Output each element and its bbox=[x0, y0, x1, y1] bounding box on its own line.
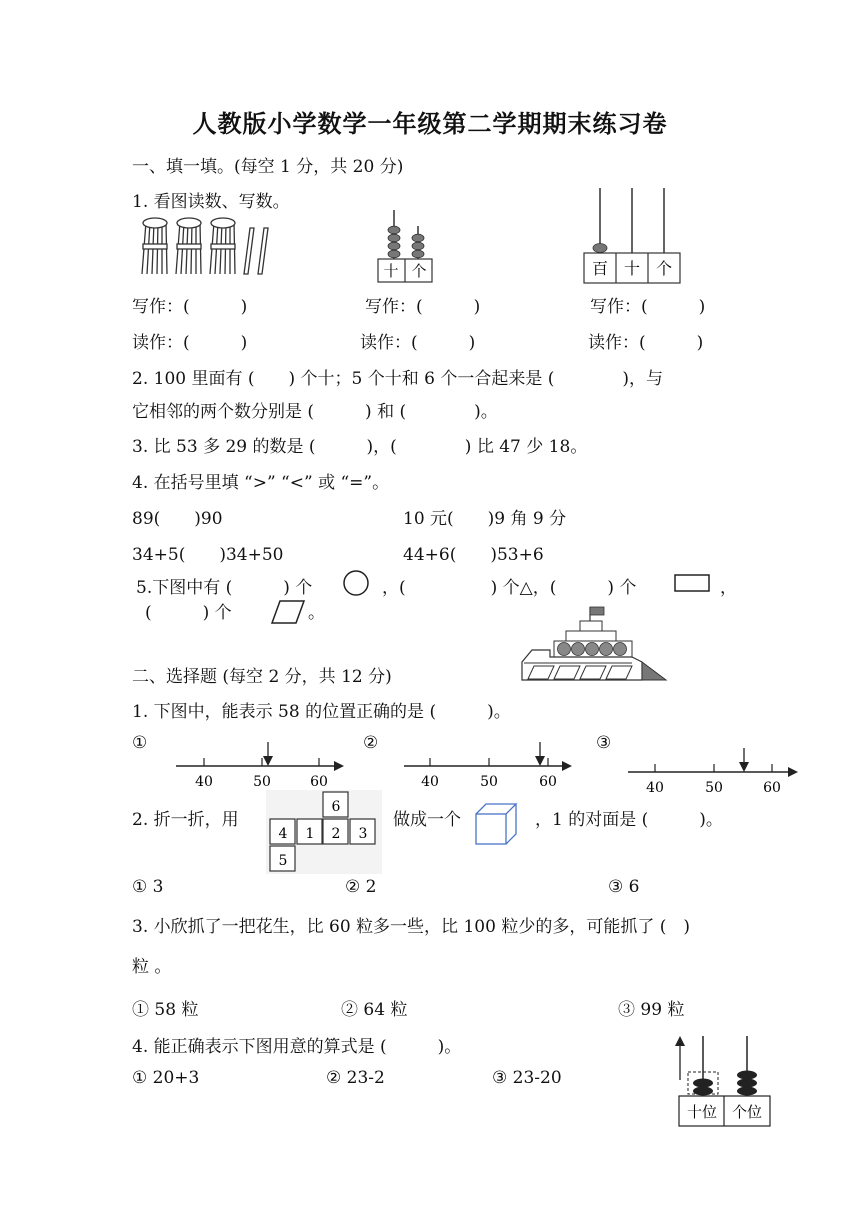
option-marker-3[interactable]: ③ bbox=[596, 733, 612, 753]
q5-part5: 。 bbox=[308, 603, 325, 623]
abacus-label: 十 bbox=[623, 259, 641, 278]
s2-q2-option-1[interactable]: ① 3 bbox=[132, 877, 164, 897]
abacus-label: 个 bbox=[411, 262, 427, 280]
abacus-label: 十 bbox=[383, 262, 399, 280]
svg-text:3: 3 bbox=[358, 826, 368, 842]
svg-text:40: 40 bbox=[195, 774, 213, 790]
option-marker-2[interactable]: ② bbox=[363, 733, 379, 753]
svg-text:50: 50 bbox=[705, 780, 723, 796]
s2-q3-option-3[interactable]: ③ 99 粒 bbox=[618, 1000, 685, 1020]
s2-q4-option-3[interactable]: ③ 23-20 bbox=[492, 1068, 562, 1088]
svg-text:2: 2 bbox=[331, 826, 341, 842]
read-blank-3[interactable]: 读作：( ) bbox=[588, 333, 704, 353]
number-line-option-2 bbox=[402, 742, 582, 792]
rectangle-icon bbox=[674, 574, 714, 594]
s2-q3-line1: 3. 小欣抓了一把花生，比 60 粒多一些，比 100 粒少的多，可能抓了 ( ) bbox=[132, 917, 690, 937]
section1-heading: 一、填一填。(每空 1 分，共 20 分) bbox=[132, 157, 404, 177]
page-title: 人教版小学数学一年级第二学期期末练习卷 bbox=[192, 109, 668, 138]
svg-text:40: 40 bbox=[421, 774, 439, 790]
stick-bundles-image bbox=[140, 214, 280, 280]
single-sticks bbox=[244, 228, 268, 274]
write-blank-3[interactable]: 写作：( ) bbox=[590, 297, 706, 317]
cube-icon bbox=[474, 802, 520, 848]
place-label: 个位 bbox=[731, 1103, 763, 1121]
number-line-option-3 bbox=[626, 748, 806, 798]
s2-q3-line2: 粒 。 bbox=[132, 957, 172, 977]
number-line-option-1 bbox=[174, 742, 354, 792]
q5-part4: ( ) 个 bbox=[145, 603, 232, 623]
place-label: 十位 bbox=[686, 1103, 718, 1121]
section2-heading: 二、选择题 (每空 2 分，共 12 分) bbox=[132, 667, 392, 687]
q4-text: 4. 在括号里填 “>” “<” 或 “=”。 bbox=[132, 473, 390, 493]
cube-net-image bbox=[266, 790, 382, 874]
svg-text:5: 5 bbox=[278, 853, 288, 869]
svg-text:4: 4 bbox=[278, 826, 288, 842]
s2-q2-pre: 2. 折一折，用 bbox=[132, 810, 239, 830]
write-blank-1[interactable]: 写作：( ) bbox=[132, 297, 248, 317]
stick-bundle bbox=[142, 218, 167, 274]
q2-line2: 它相邻的两个数分别是 ( ) 和 ( )。 bbox=[132, 402, 498, 422]
svg-text:60: 60 bbox=[310, 774, 328, 790]
parallelogram-icon bbox=[270, 600, 310, 626]
svg-text:50: 50 bbox=[480, 774, 498, 790]
svg-text:1: 1 bbox=[305, 826, 315, 842]
abacus-label: 个 bbox=[655, 259, 673, 278]
read-blank-1[interactable]: 读作：( ) bbox=[132, 333, 248, 353]
q5-part3: ， bbox=[720, 578, 737, 598]
compare-item-4[interactable]: 44+6( )53+6 bbox=[403, 545, 544, 565]
svg-text:50: 50 bbox=[253, 774, 271, 790]
ship-image bbox=[520, 605, 670, 683]
compare-item-1[interactable]: 89( )90 bbox=[132, 509, 223, 529]
s2-q4-option-2[interactable]: ② 23-2 bbox=[326, 1068, 385, 1088]
s2-q1-text: 1. 下图中，能表示 58 的位置正确的是 ( )。 bbox=[132, 702, 511, 722]
q5-part1: 5.下图中有 ( ) 个 bbox=[136, 578, 313, 598]
abacus-label: 百 bbox=[591, 259, 609, 278]
circle-icon bbox=[343, 570, 371, 598]
abacus-tens-ones-image bbox=[670, 1034, 774, 1130]
read-blank-2[interactable]: 读作：( ) bbox=[360, 333, 476, 353]
s2-q3-option-1[interactable]: ① 58 粒 bbox=[132, 1000, 199, 1020]
abacus-three-rods bbox=[582, 186, 682, 286]
stick-bundle bbox=[210, 218, 235, 274]
svg-text:40: 40 bbox=[646, 780, 664, 796]
s2-q3-option-2[interactable]: ② 64 粒 bbox=[341, 1000, 408, 1020]
q3-text: 3. 比 53 多 29 的数是 ( )，( ) 比 47 少 18。 bbox=[132, 437, 588, 457]
s2-q2-option-2[interactable]: ② 2 bbox=[345, 877, 377, 897]
option-marker-1[interactable]: ① bbox=[132, 733, 148, 753]
compare-item-2[interactable]: 10 元( )9 角 9 分 bbox=[403, 509, 567, 529]
svg-text:60: 60 bbox=[539, 774, 557, 790]
compare-item-3[interactable]: 34+5( )34+50 bbox=[132, 545, 284, 565]
s2-q2-post: ，1 的对面是 ( )。 bbox=[535, 810, 723, 830]
s2-q4-option-1[interactable]: ① 20+3 bbox=[132, 1068, 200, 1088]
svg-text:60: 60 bbox=[763, 780, 781, 796]
q1-text: 1. 看图读数、写数。 bbox=[132, 192, 290, 212]
s2-q2-mid: 做成一个 bbox=[393, 810, 461, 830]
write-blank-2[interactable]: 写作：( ) bbox=[365, 297, 481, 317]
svg-text:6: 6 bbox=[331, 799, 341, 815]
s2-q2-option-3[interactable]: ③ 6 bbox=[608, 877, 640, 897]
stick-bundle bbox=[176, 218, 201, 274]
abacus-two-rods bbox=[376, 208, 436, 284]
q5-part2: ，( ) 个△，( ) 个 bbox=[382, 578, 637, 598]
q2-line1: 2. 100 里面有 ( ) 个十；5 个十和 6 个一合起来是 ( )，与 bbox=[132, 369, 664, 389]
s2-q4-text: 4. 能正确表示下图用意的算式是 ( )。 bbox=[132, 1037, 462, 1057]
